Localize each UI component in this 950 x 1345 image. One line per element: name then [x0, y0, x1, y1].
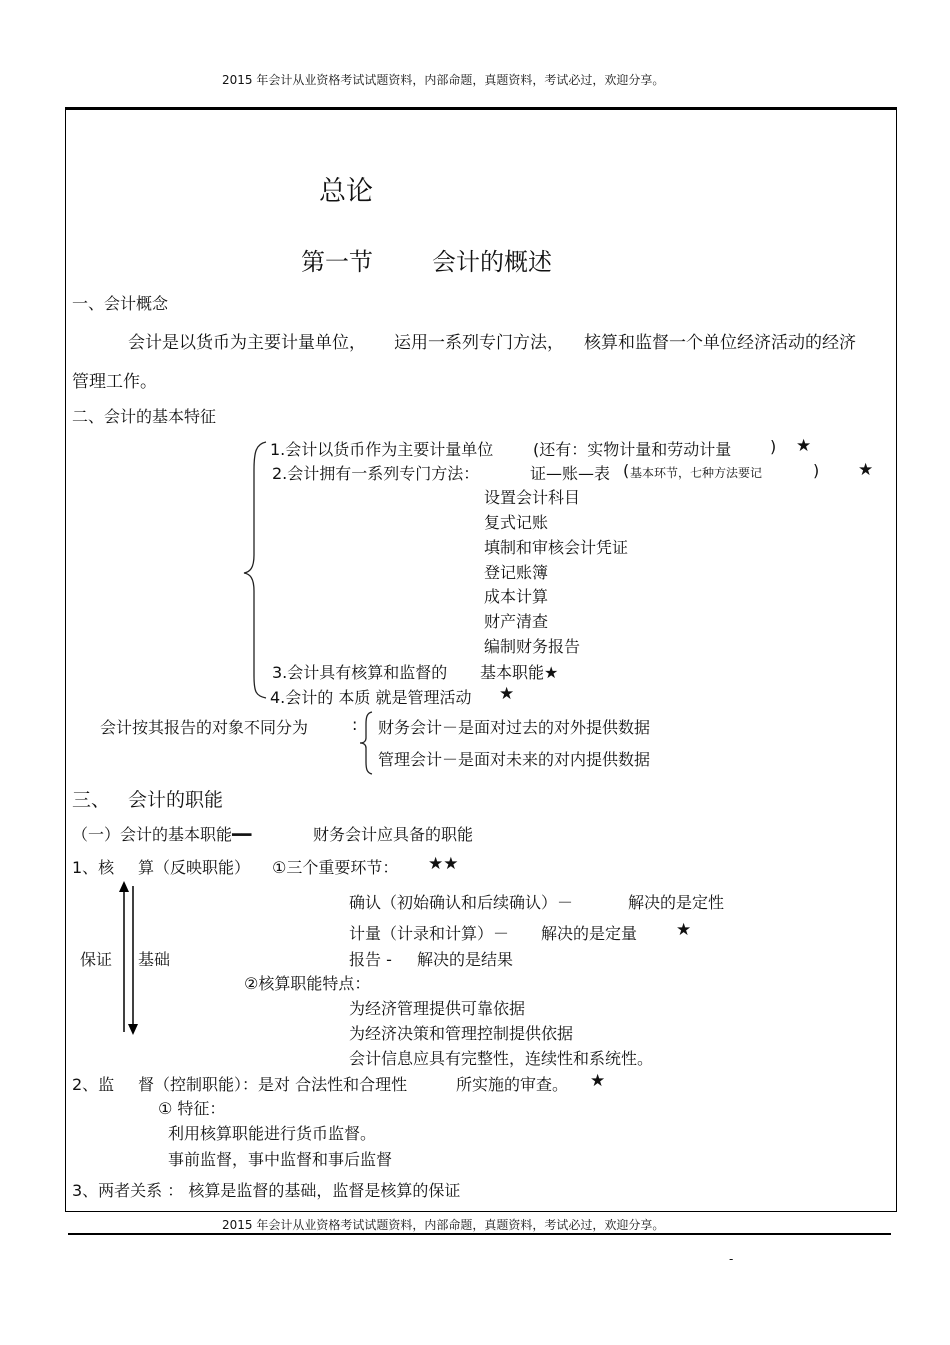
- basic-functions-b: 财务会计应具备的职能: [313, 825, 474, 844]
- double-star-icon: ★★: [428, 854, 459, 874]
- relation-line: 3、两者关系 ： 核算是监督的基础，监督是核算的保证: [72, 1181, 461, 1200]
- feature-item-2-note: 基本环节，七种方法要记: [630, 466, 763, 480]
- feature-item-2: 2.会计拥有一系列专门方法：: [272, 464, 480, 483]
- method-item: 填制和审核会计凭证: [484, 538, 629, 557]
- classification-financial: 财务会计－是面对过去的对外提供数据: [378, 718, 651, 737]
- functions-heading-num: 三、: [72, 789, 111, 811]
- guarantee-label: 保证: [80, 950, 113, 969]
- supervision-function-c: 所实施的审查。: [456, 1075, 569, 1094]
- feature-item-3: 3.会计具有核算和监督的: [272, 663, 448, 682]
- step-report-b: 解决的是结果: [417, 950, 514, 969]
- star-icon: ★: [499, 684, 515, 704]
- feature-item-1-note: (还有：实物计量和劳动计量: [533, 440, 732, 459]
- sup-trait-item: 事前监督，事中监督和事后监督: [168, 1150, 393, 1169]
- feature-item-2-flow: 证—账—表: [530, 464, 611, 483]
- star-icon: ★: [590, 1071, 606, 1091]
- method-item: 编制财务报告: [484, 637, 581, 656]
- star-icon: ★: [676, 920, 692, 940]
- sup-trait-title: ① 特征：: [158, 1099, 226, 1118]
- method-item: 复式记账: [484, 513, 549, 532]
- functions-heading: 会计的职能: [128, 789, 224, 811]
- supervision-function-b: 督（控制职能）：是对 合法性和合理性: [138, 1075, 408, 1094]
- section-title-text: 会计的概述: [432, 248, 552, 276]
- basis-label: 基础: [138, 950, 171, 969]
- step-report: 报告 -: [349, 950, 392, 969]
- section-title-number: 第一节: [301, 248, 373, 276]
- step-confirm-b: 解决的是定性: [628, 893, 725, 912]
- classification-brace: [356, 710, 376, 776]
- footer-rule: [68, 1233, 891, 1235]
- features-heading: 二、会计的基本特征: [72, 407, 217, 426]
- method-item: 设置会计科目: [484, 488, 581, 507]
- features-brace: [238, 440, 268, 700]
- sup-trait-item: 利用核算职能进行货币监督。: [168, 1124, 377, 1143]
- basic-functions: （一）会计的基本职能━━: [72, 825, 252, 844]
- classification-management: 管理会计－是面对未来的对内提供数据: [378, 750, 651, 769]
- method-item: 成本计算: [484, 587, 549, 606]
- trait-item: 为经济决策和管理控制提供依据: [349, 1024, 574, 1043]
- concept-text-2: 管理工作。: [72, 372, 157, 392]
- accounting-function-b: 算（反映职能）: [138, 858, 251, 877]
- method-item: 登记账簿: [484, 563, 549, 582]
- trait-item: 为经济管理提供可靠依据: [349, 999, 526, 1018]
- step-measure-b: 解决的是定量: [541, 924, 638, 943]
- concept-text-1b: 运用一系列专门方法，: [394, 333, 564, 353]
- method-item: 财产清查: [484, 612, 549, 631]
- trait-item: 会计信息应具有完整性，连续性和系统性。: [349, 1049, 654, 1068]
- feature-item-2-note-close: ): [813, 461, 820, 480]
- traits-title: ②核算职能特点：: [244, 974, 371, 993]
- feature-item-1: 1.会计以货币作为主要计量单位: [270, 440, 494, 459]
- supervision-function: 2、监: [72, 1075, 115, 1094]
- concept-text-1a: 会计是以货币为主要计量单位，: [128, 333, 366, 353]
- star-icon: ★: [858, 460, 874, 480]
- footer-mark: -: [729, 1252, 734, 1266]
- concept-heading: 一、会计概念: [72, 294, 169, 313]
- classification-lead: 会计按其报告的对象不同分为: [100, 718, 309, 737]
- feature-item-2-note-open: (: [623, 461, 630, 480]
- page-header: 2015 年会计从业资格考试试题资料，内部命题，真题资料，考试必过，欢迎分享。: [222, 73, 665, 87]
- step-measure: 计量（计录和计算）－: [349, 924, 510, 943]
- page-title: 总论: [319, 176, 373, 207]
- feature-item-1-close: ): [770, 437, 777, 456]
- feature-item-4: 4.会计的 本质 就是管理活动: [270, 688, 472, 707]
- concept-text-1c: 核算和监督一个单位经济活动的经济: [584, 333, 856, 353]
- page-footer: 2015 年会计从业资格考试试题资料，内部命题，真题资料，考试必过，欢迎分享。: [222, 1218, 665, 1232]
- classification-colon: :: [352, 715, 358, 734]
- accounting-function: 1、核: [72, 858, 115, 877]
- step-confirm: 确认（初始确认和后续确认）－: [349, 893, 574, 912]
- accounting-function-c: ①三个重要环节：: [272, 858, 399, 877]
- star-icon: ★: [796, 436, 812, 456]
- feature-item-3-b: 基本职能★: [480, 663, 559, 682]
